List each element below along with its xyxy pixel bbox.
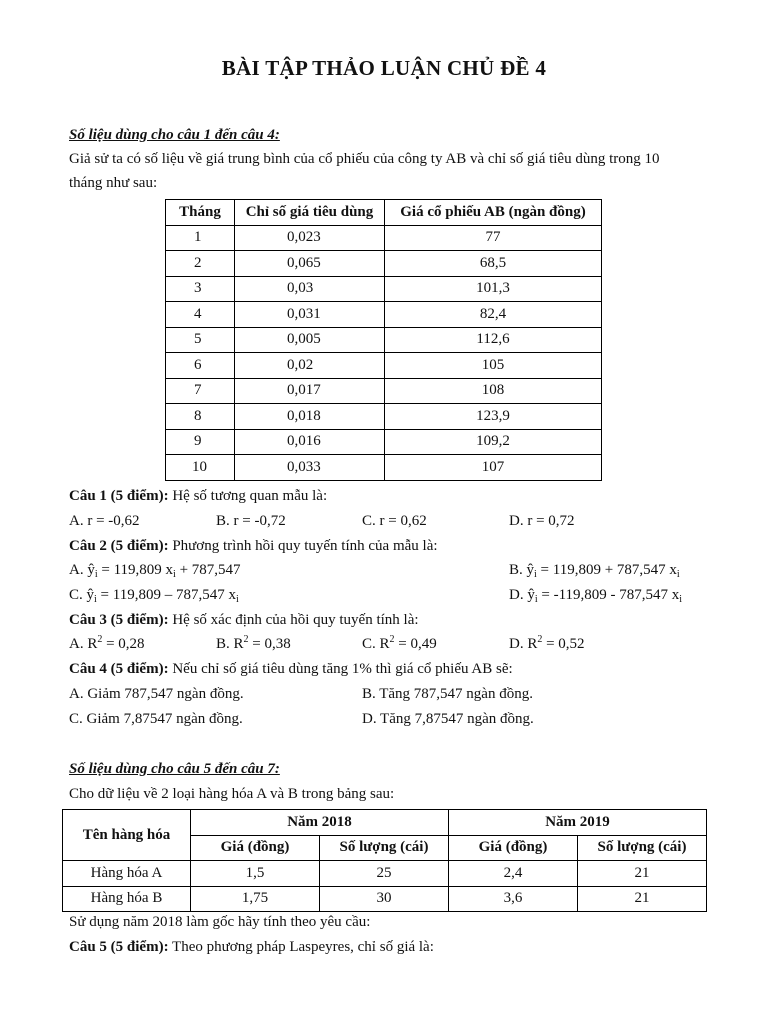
q4-label: Câu 4 (5 điểm): <box>69 661 169 677</box>
q1-text: Hệ số tương quan mẫu là: <box>168 488 328 504</box>
cell-month: 5 <box>166 327 235 353</box>
cell-month: 2 <box>166 251 235 277</box>
q4-option-c: C. Giảm 7,87547 ngàn đồng. <box>69 711 243 727</box>
cell-price: 105 <box>385 353 602 379</box>
cell-price-2018: 1,5 <box>191 861 320 887</box>
cell-price: 112,6 <box>385 327 602 353</box>
table-row <box>166 225 602 251</box>
table-row <box>63 886 707 912</box>
q4-option-d: D. Tăng 7,87547 ngàn đồng. <box>362 711 534 727</box>
section2-intro: Cho dữ liệu về 2 loại hàng hóa A và B trong bảng sau: <box>69 786 395 802</box>
cell-qty-2019: 21 <box>578 886 707 912</box>
col-header-price-2019: Giá (đồng) <box>449 835 578 861</box>
q1-option-b: B. r = -0,72 <box>216 513 286 529</box>
section1-heading: Số liệu dùng cho câu 1 đến câu 4: <box>69 127 280 143</box>
cell-cpi: 0,031 <box>235 302 385 328</box>
cell-cpi: 0,065 <box>235 251 385 277</box>
q2-option-d: D. $ŷ_i = -119,809 - 787,547$ $x_i$ <box>509 587 683 605</box>
cell-month: 8 <box>166 404 235 430</box>
col-header-cpi: Chỉ số giá tiêu dùng <box>235 200 385 226</box>
q1-option-a: A. r = -0,62 <box>69 513 140 529</box>
q5-stem <box>69 939 434 956</box>
q5-text: Theo phương pháp Laspeyres, chỉ số giá là: <box>168 939 434 955</box>
cell-month: 10 <box>166 455 235 481</box>
col-header-price: Giá cổ phiếu AB (ngàn đồng) <box>385 200 602 226</box>
cell-cpi: 0,03 <box>235 276 385 302</box>
cell-cpi: 0,023 <box>235 225 385 251</box>
q3-label: Câu 3 (5 điểm): <box>69 612 169 628</box>
cell-price: 109,2 <box>385 429 602 455</box>
col-header-year-2018: Năm 2018 <box>191 810 449 836</box>
col-header-goods-name: Tên hàng hóa <box>63 810 191 861</box>
col-header-qty-2019: Số lượng (cái) <box>578 835 707 861</box>
cell-price: 82,4 <box>385 302 602 328</box>
section2-note: Sử dụng năm 2018 làm gốc hãy tính theo yêu cầu: <box>69 914 371 930</box>
cell-price: 107 <box>385 455 602 481</box>
cell-price-2019: 2,4 <box>449 861 578 887</box>
q1-stem <box>69 488 327 505</box>
cell-cpi: 0,016 <box>235 429 385 455</box>
cell-month: 3 <box>166 276 235 302</box>
section1-intro-line2: tháng như sau: <box>69 175 158 191</box>
q1-option-c: C. r = 0,62 <box>362 513 427 529</box>
cell-price: 77 <box>385 225 602 251</box>
q3-stem <box>69 612 419 629</box>
col-header-price-2018: Giá (đồng) <box>191 835 320 861</box>
table-row <box>166 327 602 353</box>
q4-stem <box>69 661 513 678</box>
q4-text: Nếu chỉ số giá tiêu dùng tăng 1% thì giá cổ phiếu AB sẽ: <box>168 661 513 677</box>
table-row <box>166 378 602 404</box>
cell-qty-2019: 21 <box>578 861 707 887</box>
q3-option-d: D. $R^2 = 0,52$ <box>509 634 585 652</box>
cell-qty-2018: 30 <box>320 886 449 912</box>
cell-price-2018: 1,75 <box>191 886 320 912</box>
q2-stem <box>69 538 438 555</box>
cell-price-2019: 3,6 <box>449 886 578 912</box>
cell-qty-2018: 25 <box>320 861 449 887</box>
cell-cpi: 0,033 <box>235 455 385 481</box>
table-header-row <box>166 200 602 226</box>
q2-option-b: B. $ŷ_i = 119,809 + 787,547$ $x_i$ <box>509 562 680 580</box>
q4-option-a: A. Giảm 787,547 ngàn đồng. <box>69 686 244 702</box>
q2-text: Phương trình hồi quy tuyến tính của mẫu là: <box>168 538 438 554</box>
q4-option-b: B. Tăng 787,547 ngàn đồng. <box>362 686 533 702</box>
q2-label: Câu 2 (5 điểm): <box>69 538 169 554</box>
q1-option-d: D. r = 0,72 <box>509 513 575 529</box>
stock-cpi-table <box>165 199 602 481</box>
table-row <box>166 251 602 277</box>
cell-goods-name: Hàng hóa B <box>63 886 191 912</box>
table-row <box>166 429 602 455</box>
section2-heading: Số liệu dùng cho câu 5 đến câu 7: <box>69 761 280 777</box>
table-row <box>166 276 602 302</box>
cell-month: 7 <box>166 378 235 404</box>
table-row <box>166 404 602 430</box>
goods-table <box>62 809 707 912</box>
col-header-year-2019: Năm 2019 <box>449 810 707 836</box>
q3-text: Hệ số xác định của hồi quy tuyến tính là: <box>168 612 419 628</box>
q3-option-c: C. $R^2 = 0,49$ <box>362 634 437 652</box>
cell-price: 68,5 <box>385 251 602 277</box>
cell-cpi: 0,02 <box>235 353 385 379</box>
q2-option-a: A. $ŷ_i = 119,809$ $x_i + 787,547$ <box>69 562 241 580</box>
section1-intro-line1: Giả sử ta có số liệu về giá trung bình của cổ phiếu của công ty AB và chỉ số giá tiêu dùng trong 10 <box>69 151 660 167</box>
cell-price: 123,9 <box>385 404 602 430</box>
col-header-month: Tháng <box>166 200 235 226</box>
q1-label: Câu 1 (5 điểm): <box>69 488 169 504</box>
cell-month: 1 <box>166 225 235 251</box>
table-row <box>63 861 707 887</box>
cell-cpi: 0,017 <box>235 378 385 404</box>
cell-cpi: 0,018 <box>235 404 385 430</box>
cell-month: 4 <box>166 302 235 328</box>
page-title: BÀI TẬP THẢO LUẬN CHỦ ĐỀ 4 <box>221 56 547 80</box>
cell-month: 6 <box>166 353 235 379</box>
q5-label: Câu 5 (5 điểm): <box>69 939 169 955</box>
cell-price: 108 <box>385 378 602 404</box>
col-header-qty-2018: Số lượng (cái) <box>320 835 449 861</box>
cell-month: 9 <box>166 429 235 455</box>
cell-goods-name: Hàng hóa A <box>63 861 191 887</box>
table-row <box>166 455 602 481</box>
q3-option-b: B. $R^2 = 0,38$ <box>216 634 291 652</box>
q2-option-c: C. $ŷ_i = 119,809 - 787,547$ $x_i$ <box>69 587 239 605</box>
q3-option-a: A. $R^2 = 0,28$ <box>69 634 145 652</box>
cell-price: 101,3 <box>385 276 602 302</box>
table-row <box>166 302 602 328</box>
cell-cpi: 0,005 <box>235 327 385 353</box>
table-row <box>166 353 602 379</box>
